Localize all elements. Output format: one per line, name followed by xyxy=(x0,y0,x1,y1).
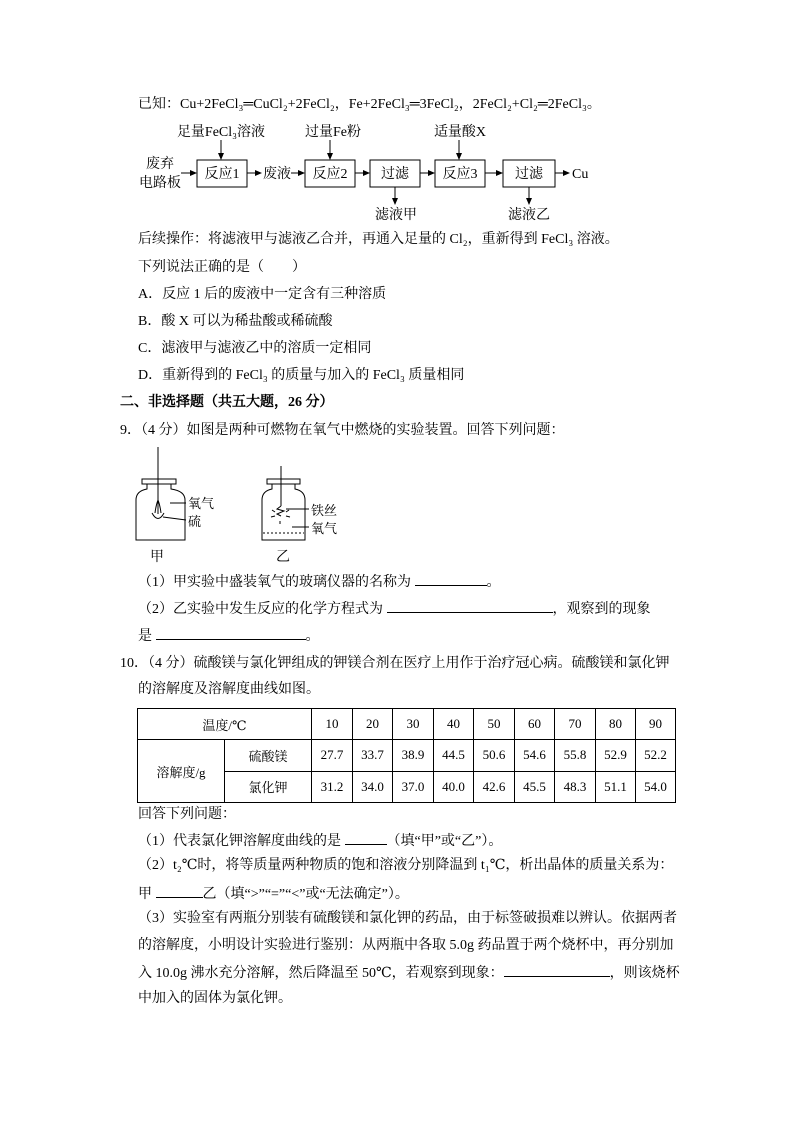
solubility-cell: 31.2 xyxy=(312,771,353,802)
substance-name-cell: 氯化钾 xyxy=(225,771,312,802)
answer-blank xyxy=(156,884,203,898)
option-a: A．反应 1 后的废液中一定含有三种溶质 xyxy=(138,287,387,302)
solubility-cell: 44.5 xyxy=(434,740,474,771)
temperature-cell: 10 xyxy=(312,709,353,740)
label-iron-wire: 铁丝 xyxy=(311,503,338,518)
option-d: D．重新得到的 FeCl₃ 的质量与加入的 FeCl₃ 质量相同 xyxy=(138,368,465,383)
process-flow-diagram xyxy=(0,118,794,228)
solubility-cell: 52.9 xyxy=(596,740,636,771)
filtrate-b-label: 滤液乙 xyxy=(508,208,550,223)
caption-jia: 甲 xyxy=(150,550,164,565)
q10-sub3-line4: 中加入的固体为氯化钾。 xyxy=(138,991,292,1006)
q9-sub2-text: （2）乙实验中发生反应的化学方程式为 xyxy=(138,602,387,617)
given-equations: 已知：Cu+2FeCl₃═CuCl₂+2FeCl₂，Fe+2FeCl₃═3FeCl₂，2FeCl₂+Cl₂═2FeCl₃。 xyxy=(138,97,601,112)
filtrate-a-label: 滤液甲 xyxy=(375,208,417,223)
q10-sub3-tail: ，则该烧杯 xyxy=(609,966,680,981)
glass-plate-yi xyxy=(267,479,300,484)
solubility-cell: 52.2 xyxy=(636,740,676,771)
q9-sub1-text: （1）甲实验中盛装氧气的玻璃仪器的名称为 xyxy=(138,575,415,590)
waste-liquid-label: 废液 xyxy=(263,167,291,182)
q10-sub3-line3 xyxy=(138,963,680,981)
question-stem: 下列说法正确的是（ ） xyxy=(138,260,306,275)
answer-blank xyxy=(387,599,553,613)
solubility-cell: 34.0 xyxy=(353,771,393,802)
label-oxygen-yi: 氧气 xyxy=(311,521,338,536)
reaction-2-label: 反应2 xyxy=(312,167,348,182)
filter-2-label: 过滤 xyxy=(515,167,543,182)
solubility-cell: 48.3 xyxy=(555,771,596,802)
q10-sub3-line1: （3）实验室有两瓶分别装有硫酸镁和氯化钾的药品，由于标签破损难以辨认。依据两者 xyxy=(138,911,677,926)
combustion-apparatus-figure xyxy=(0,440,794,568)
q10-sub1 xyxy=(138,831,502,849)
temperature-cell: 80 xyxy=(596,709,636,740)
q9-sub1-tail: 。 xyxy=(486,575,501,590)
temperature-cell: 60 xyxy=(515,709,555,740)
q9-sub2-cont xyxy=(138,626,320,644)
glass-plate-jia xyxy=(142,479,176,484)
table-row-mgso4 xyxy=(138,740,676,771)
start-label-line1: 废弃 xyxy=(146,157,174,172)
q10-sub1-tail: （填“甲”或“乙”）。 xyxy=(386,834,503,849)
q9-sub2 xyxy=(138,599,651,617)
section-heading: 二、非选择题（共五大题，26 分） xyxy=(120,395,334,410)
filter-1-label: 过滤 xyxy=(381,167,409,182)
leader-line-sulfur xyxy=(163,517,186,520)
answer-blank xyxy=(156,626,306,640)
substance-name-cell: 硫酸镁 xyxy=(225,740,312,771)
answer-blank xyxy=(345,831,387,845)
caption-yi: 乙 xyxy=(276,550,290,565)
reagent-label-fecl3: 足量FeCl₃溶液 xyxy=(176,125,266,140)
answer-blank xyxy=(415,572,487,586)
q10-sub2-line2 xyxy=(138,884,409,902)
temperature-cell: 90 xyxy=(636,709,676,740)
solubility-cell: 50.6 xyxy=(474,740,515,771)
solubility-cell: 55.8 xyxy=(555,740,596,771)
q10-sub3-text: 入 10.0g 沸水充分溶解，然后降温至 50℃，若观察到现象： xyxy=(138,966,504,981)
label-oxygen-jia: 氧气 xyxy=(188,496,215,511)
temperature-header: 温度/℃ xyxy=(138,709,312,740)
q10-stem-cont: 的溶解度及溶解度曲线如图。 xyxy=(138,682,320,697)
solubility-cell: 37.0 xyxy=(393,771,434,802)
gas-bottle-yi xyxy=(262,484,305,540)
q10-sub2-line1: （2）t₂℃时，将等质量两种物质的饱和溶液分别降温到 t₁℃，析出晶体的质量关系为： xyxy=(138,858,674,873)
solubility-cell: 54.0 xyxy=(636,771,676,802)
temperature-cell: 20 xyxy=(353,709,393,740)
iron-wire-coil xyxy=(277,506,284,516)
solubility-cell: 54.6 xyxy=(515,740,555,771)
answer-blank xyxy=(504,963,610,977)
solubility-cell: 42.6 xyxy=(474,771,515,802)
reaction-1-label: 反应1 xyxy=(204,167,240,182)
temperature-cell: 40 xyxy=(434,709,474,740)
q9-sub2-tail: ，观察到的现象 xyxy=(552,602,651,617)
q10-stem: 10．（4 分）硫酸镁与氯化钾组成的钾镁合剂在医疗上用作于治疗冠心病。硫酸镁和氯化钾 xyxy=(120,656,670,671)
solubility-cell: 51.1 xyxy=(596,771,636,802)
product-label: Cu xyxy=(572,167,589,182)
option-c: C．滤液甲与滤液乙中的溶质一定相同 xyxy=(138,341,372,356)
solubility-cell: 33.7 xyxy=(353,740,393,771)
q10-sub2-text: 甲 xyxy=(138,887,156,902)
q10-sub2-tail: 乙（填“>”“=”“<”或“无法确定”）。 xyxy=(202,887,409,902)
q9-sub1 xyxy=(138,572,501,590)
solubility-row-group-label: 溶解度/g xyxy=(138,740,225,803)
label-sulfur: 硫 xyxy=(188,514,202,529)
reagent-label-acid: 适量酸X xyxy=(433,125,487,140)
temperature-cell: 30 xyxy=(393,709,434,740)
q10-sub3-line2: 的溶解度，小明设计实验进行鉴别：从两瓶中各取 5.0g 药品置于两个烧杯中，再分别加 xyxy=(138,938,674,953)
q10-answer-prompt: 回答下列问题： xyxy=(138,807,236,822)
option-b: B．酸 X 可以为稀盐酸或稀硫酸 xyxy=(138,314,333,329)
reaction-3-label: 反应3 xyxy=(442,167,478,182)
q9-sub2-cont-text: 是 xyxy=(138,629,156,644)
start-label-line2: 电路板 xyxy=(139,176,181,191)
solubility-cell: 27.7 xyxy=(312,740,353,771)
temperature-cell: 70 xyxy=(555,709,596,740)
q9-stem: 9．（4 分）如图是两种可燃物在氧气中燃烧的实验装置。回答下列问题： xyxy=(120,423,565,438)
solubility-cell: 38.9 xyxy=(393,740,434,771)
q10-sub1-text: （1）代表氯化钾溶解度曲线的是 xyxy=(138,834,345,849)
temperature-cell: 50 xyxy=(474,709,515,740)
solubility-cell: 40.0 xyxy=(434,771,474,802)
solubility-cell: 45.5 xyxy=(515,771,555,802)
follow-up-operation: 后续操作：将滤液甲与滤液乙合并，再通入足量的 Cl₂，重新得到 FeCl₃ 溶液。 xyxy=(138,232,619,247)
solubility-table xyxy=(137,708,676,803)
reagent-label-fe: 过量Fe粉 xyxy=(305,125,361,140)
table-header-row xyxy=(138,709,676,740)
q9-sub2-cont-tail: 。 xyxy=(305,629,320,644)
